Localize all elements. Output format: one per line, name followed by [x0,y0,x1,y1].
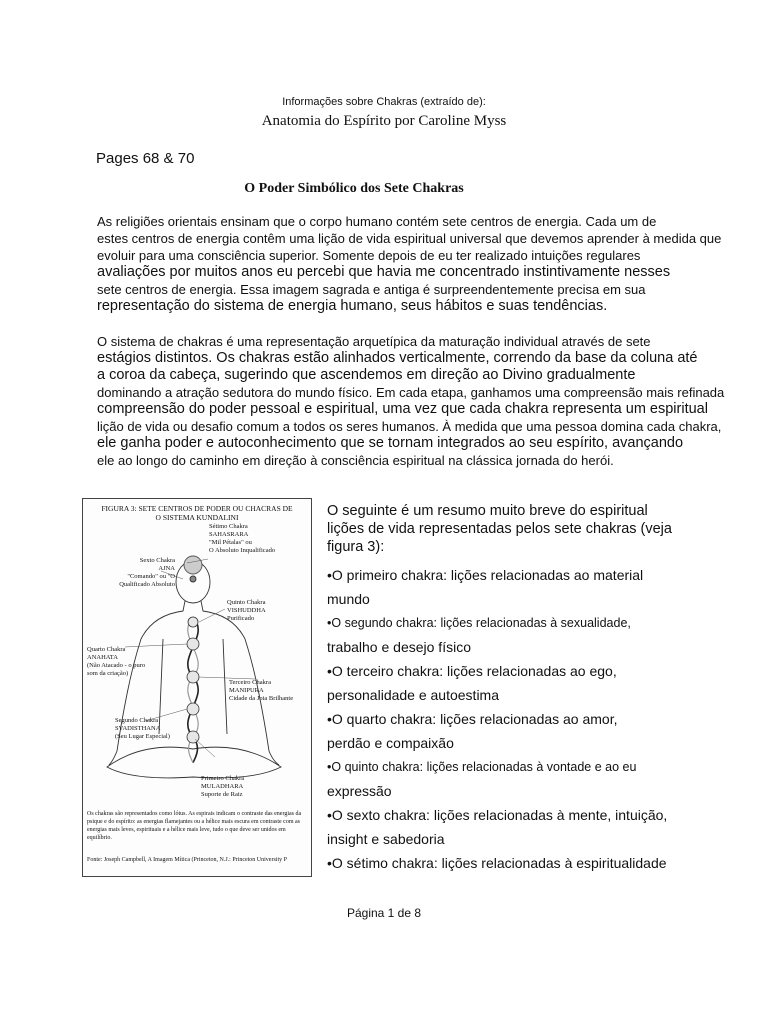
paragraph-line: a coroa da cabeça, sugerindo que ascendemos em direção ao Divino gradualmente [97,367,636,383]
paragraph-line: compreensão do poder pessoal e espiritual, uma vez que cada chakra representa um espiritual [97,401,708,417]
summary-item: •O sétimo chakra: lições relacionadas à espiritualidade [327,855,667,871]
summary-intro-line: O seguinte é um resumo muito breve do espiritual [327,503,648,519]
summary-intro-line: figura 3): [327,539,385,555]
label-line: Purificado [227,615,255,622]
seventh-chakra-label [209,523,275,555]
label-line: som da criação) [87,670,129,677]
summary-item: expressão [327,783,392,799]
figure-caption-sub: O SISTEMA KUNDALINI [155,513,239,522]
label-line: Segundo Chakra [115,717,159,724]
label-line: Sétimo Chakra [209,523,248,530]
label-line: Sexto Chakra [139,557,175,564]
torso-right-outline [223,639,227,734]
label-line: O Absoluto Inqualificado [209,547,276,554]
label-line: (Seu Lugar Especial) [115,733,170,740]
paragraph-line: ele ganha poder e autoconhecimento que se tornam integrados ao seu espírito, avançando [97,435,684,451]
chakra-summary [327,502,747,875]
summary-item: trabalho e desejo físico [327,639,471,655]
label-line: Primeiro Chakra [201,775,245,782]
heart-chakra-icon [187,638,199,650]
paragraph-intro [97,213,737,315]
book-title: Anatomia do Espírito por Caroline Myss [261,113,507,129]
sixth-chakra-label [87,557,175,589]
page-number: Página 1 de 8 [346,906,422,920]
fifth-chakra-label [227,599,266,623]
summary-item: •O quarto chakra: lições relacionadas ao amor, [327,711,618,727]
paragraph-line: O sistema de chakras é uma representação arquetípica da maturação individual através de sete [97,334,651,349]
first-chakra-label [201,775,244,799]
figure-note: Os chakras são representados como lótus. As espirais indicam o contraste das energias da psique e do espírito: as energias flamejantes ou a hélice mais escura em contraste com as energias mais leves, espirituais e a hélice mais leve, tudo o que deve ser unidos em equilíbrio. [87,811,302,841]
paragraph-line: lição de vida ou desafio comum a todos os seres humanos. À medida que uma pessoa domina cada chakra, [97,419,722,434]
paragraph-line: evoluir para uma consciência superior. Somente depois de eu ter realizado intuições regulares [97,248,641,263]
paragraph-system [97,333,737,469]
summary-item: mundo [327,591,370,607]
label-line: AJNA [158,565,175,572]
label-line: "Mil Pétalas" ou [209,539,252,546]
paragraph-line: avaliações por muitos anos eu percebi que havia me concentrado instintivamente nesses [97,264,671,280]
label-line: Suporte de Raiz [201,791,243,798]
label-line: (Não Atacado - o puro [87,662,146,669]
label-line: MULADHARA [201,783,244,790]
label-line: Cidade da Joia Brilhante [229,695,294,702]
source-info-line: Informações sobre Chakras (extraído de): [282,96,486,108]
sacral-chakra-icon [187,703,199,715]
summary-item: •O primeiro chakra: lições relacionadas ao material [327,567,644,583]
chakra-figure [82,498,312,877]
paragraph-line: dominando a atração sedutora do mundo físico. Em cada etapa, ganhamos uma compreensão mais refinada [97,385,725,400]
section-title: O Poder Simbólico dos Sete Chakras [244,181,464,196]
solar-plexus-chakra-icon [187,671,199,683]
summary-item: personalidade e autoestima [327,687,500,703]
summary-item: •O segundo chakra: lições relacionadas à sexualidade, [327,616,631,630]
throat-chakra-icon [188,617,198,627]
label-line: SVADISTHANA [115,725,161,732]
crown-chakra-icon [184,556,202,574]
label-line: Quarto Chakra [87,646,126,653]
figure-source: Fonte: Joseph Campbell, A Imagem Mítica (Princeton, N.J.: Princeton University P [87,857,287,863]
label-line: VISHUDDHA [227,607,266,614]
label-line: ANAHATA [87,654,118,661]
label-line: SAHASRARA [209,531,249,538]
paragraph-line: estágios distintos. Os chakras estão alinhados verticalmente, correndo da base da coluna até [97,350,698,366]
paragraph-line: ele ao longo do caminho em direção à consciência espiritual na clássica jornada do herói. [97,453,614,468]
page-reference: Pages 68 & 70 [96,150,195,167]
label-line: Quinto Chakra [227,599,266,606]
summary-item: •O terceiro chakra: lições relacionadas ao ego, [327,663,617,679]
summary-item: insight e sabedoria [327,831,445,847]
paragraph-line: As religiões orientais ensinam que o corpo humano contém sete centros de energia. Cada um de [97,214,657,229]
fourth-chakra-label [87,646,145,678]
paragraph-line: representação do sistema de energia humano, seus hábitos e suas tendências. [97,298,608,314]
third-chakra-label [229,679,293,703]
paragraph-line: sete centros de energia. Essa imagem sagrada e antiga é surpreendentemente precisa em sua [97,282,646,297]
label-line: Qualificado Absoluto [119,581,175,588]
summary-item: •O sexto chakra: lições relacionadas à mente, intuição, [327,807,668,823]
third-eye-icon [190,576,196,582]
summary-item: •O quinto chakra: lições relacionadas à vontade e ao eu [327,760,637,774]
label-line: "Comando" ou "O [127,573,175,580]
crossed-legs-outline [107,747,281,778]
summary-item: perdão e compaixão [327,735,454,751]
label-line: Terceiro Chakra [229,679,271,686]
right-arm-outline [201,601,269,751]
summary-intro-line: lições de vida representadas pelos sete chakras (veja [327,521,672,537]
second-chakra-label [115,717,170,741]
figure-caption: FIGURA 3: SETE CENTROS DE PODER OU CHACRAS DE [101,504,293,513]
paragraph-line: estes centros de energia contêm uma lição de vida espiritual universal que devemos aprender à medida que [97,231,722,246]
label-line: MANIPURA [229,687,264,694]
